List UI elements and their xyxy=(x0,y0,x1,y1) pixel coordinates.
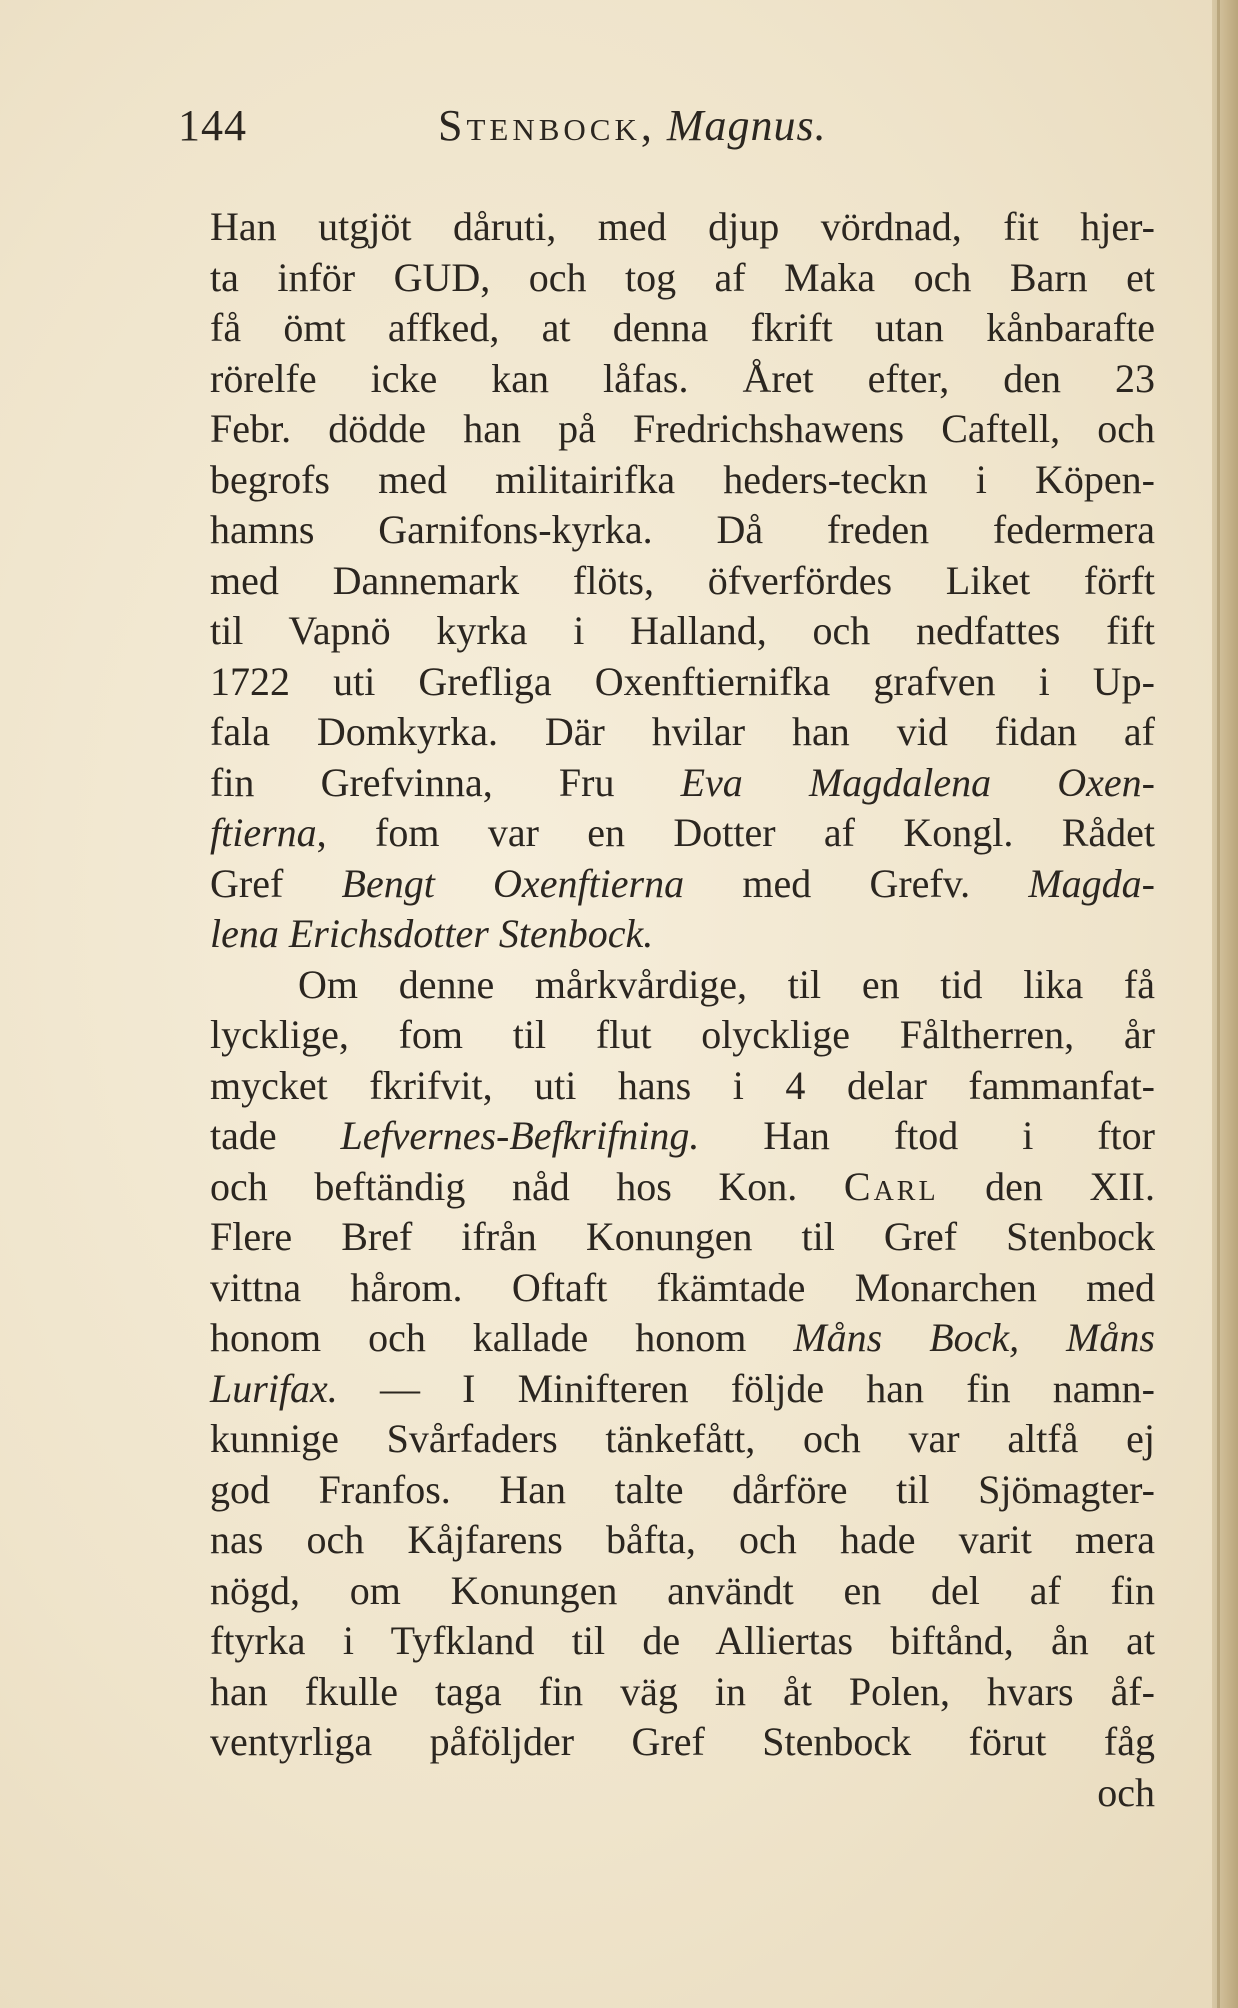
text-span: lycklige, fom til flut olycklige Fåltherren, år xyxy=(210,1012,1155,1057)
text-line xyxy=(210,354,1155,405)
text-line xyxy=(210,1616,1155,1667)
italic-text: Bengt Oxenftierna xyxy=(341,860,685,906)
text-line xyxy=(210,1010,1155,1061)
page-gutter xyxy=(1212,0,1238,2008)
text-span: 1722 uti Grefliga Oxenftiernifka grafven i Up- xyxy=(210,658,1155,704)
text-line xyxy=(210,909,1155,960)
italic-text: Eva Magdalena Oxen- xyxy=(680,759,1155,805)
text-span: ta inför GUD, och tog af Maka och Barn et xyxy=(210,254,1155,300)
text-span: tade xyxy=(210,1113,341,1158)
text-span: kunnige Svårfaders tänkefått, och var altfå ej xyxy=(210,1416,1155,1461)
running-head xyxy=(438,100,827,151)
gutter-edge xyxy=(1217,0,1220,2008)
text-span: fala Domkyrka. Där hvilar han vid fidan af xyxy=(210,709,1155,754)
text-span: mycket fkrifvit, uti hans i 4 delar fammanfat- xyxy=(210,1062,1155,1108)
text-span: honom och kallade honom xyxy=(210,1315,794,1360)
text-span: Flere Bref ifrån Konungen til Gref Stenbock xyxy=(210,1214,1155,1259)
text-span: och beftändig nåd hos Kon. xyxy=(210,1163,844,1209)
text-line xyxy=(210,1515,1155,1566)
text-line xyxy=(210,1061,1155,1112)
text-span: god Franfos. Han talte dårföre til Sjömagter- xyxy=(210,1466,1155,1512)
text-span: fin Grefvinna, Fru xyxy=(210,759,681,805)
text-line xyxy=(210,1667,1155,1718)
page-header xyxy=(178,100,998,170)
text-span: Gref xyxy=(210,860,342,906)
running-head-surname: Stenbock, xyxy=(438,101,656,150)
text-line xyxy=(210,1212,1155,1263)
italic-text: Lefvernes-Befkrifning. xyxy=(340,1113,700,1158)
text-span: hamns Garnifons-kyrka. Då freden federmera xyxy=(210,507,1155,552)
text-line xyxy=(210,657,1155,708)
text-span: Han ftod i ftor xyxy=(699,1113,1155,1158)
text-span: ftyrka i Tyfkland til de Alliertas biftånd, ån at xyxy=(210,1618,1155,1663)
text-line xyxy=(210,253,1155,304)
text-line xyxy=(210,202,1155,253)
small-caps-text: Carl xyxy=(843,1163,939,1209)
text-line xyxy=(210,1313,1155,1364)
italic-text: ftierna xyxy=(210,810,317,855)
text-span: Febr. dödde han på Fredrichshawens Caftell, och xyxy=(210,406,1155,451)
text-line xyxy=(210,606,1155,657)
text-line xyxy=(210,404,1155,455)
text-span: med Grefv. xyxy=(684,860,1029,906)
page-number: 144 xyxy=(178,101,247,150)
italic-text: Måns Bock, Måns xyxy=(793,1315,1155,1360)
running-head-given-name: Magnus. xyxy=(666,101,827,150)
text-line xyxy=(210,1263,1155,1314)
text-span: Han utgjöt dåruti, med djup vördnad, fit hjer- xyxy=(210,204,1155,249)
text-line xyxy=(210,1364,1155,1415)
text-line xyxy=(210,505,1155,556)
text-span: — I Minifteren följde han fin namn- xyxy=(337,1365,1155,1411)
text-span: nas och Kåjfarens båfta, och hade varit mera xyxy=(210,1517,1155,1562)
text-line xyxy=(210,1111,1155,1162)
catchword: och xyxy=(1097,1769,1155,1815)
text-span: den XII. xyxy=(938,1163,1156,1209)
text-line xyxy=(210,1717,1155,1768)
italic-text: lena Erichsdotter Stenbock. xyxy=(210,911,654,956)
text-span: med Dannemark flöts, öfverfördes Liket förft xyxy=(210,557,1155,603)
text-line xyxy=(210,707,1155,758)
text-span: , fom var en Dotter af Kongl. Rådet xyxy=(316,810,1155,855)
text-line xyxy=(210,808,1155,859)
text-line xyxy=(210,1566,1155,1617)
body-text xyxy=(210,202,1155,1818)
text-line xyxy=(210,1162,1155,1213)
text-span: nögd, om Konungen användt en del af fin xyxy=(210,1567,1155,1613)
text-line xyxy=(210,960,1155,1011)
italic-text: Magda- xyxy=(1028,860,1155,906)
text-span: rörelfe icke kan låfas. Året efter, den 23 xyxy=(210,355,1155,401)
text-line xyxy=(210,859,1155,910)
text-span: han fkulle taga fin väg in åt Polen, hvars åf- xyxy=(210,1668,1155,1714)
text-line xyxy=(210,1465,1155,1516)
italic-text: Lurifax. xyxy=(210,1365,338,1411)
text-span: ventyrliga påföljder Gref Stenbock förut fåg xyxy=(210,1719,1155,1764)
text-span: vittna hårom. Oftaft fkämtade Monarchen med xyxy=(210,1264,1155,1310)
text-line xyxy=(210,455,1155,506)
text-span: til Vapnö kyrka i Halland, och nedfattes fift xyxy=(210,608,1155,653)
text-span: få ömt affked, at denna fkrift utan kånbarafte xyxy=(210,305,1155,350)
text-line xyxy=(210,1414,1155,1465)
text-span: begrofs med militairifka heders-teckn i Köpen- xyxy=(210,456,1155,502)
text-line xyxy=(210,758,1155,809)
text-line xyxy=(210,556,1155,607)
text-span: Om denne mårkvårdige, til en tid lika få xyxy=(298,961,1155,1007)
text-line xyxy=(210,303,1155,354)
